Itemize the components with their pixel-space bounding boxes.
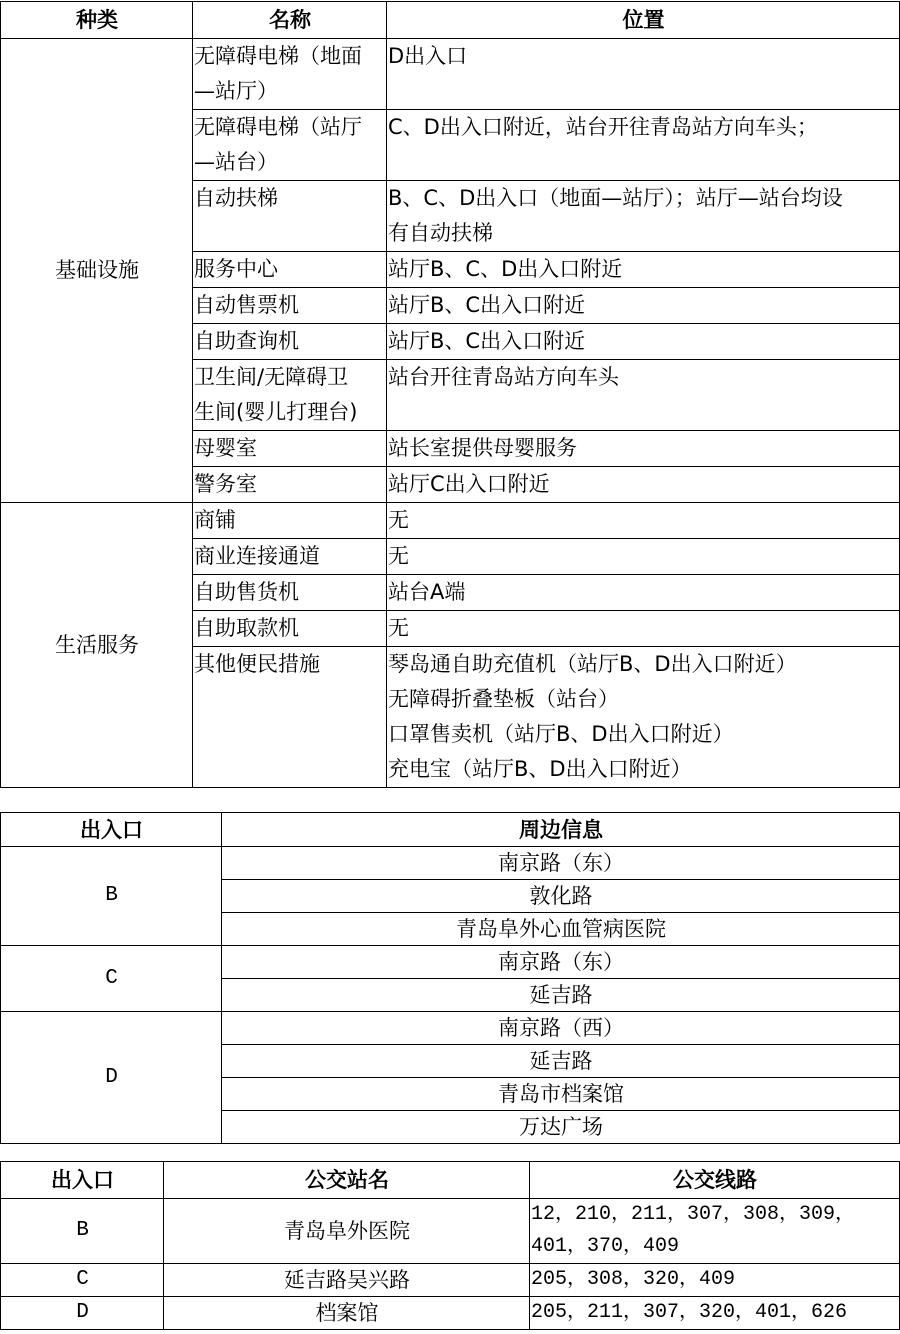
header-bus-lines: 公交线路: [530, 1162, 900, 1199]
facility-location: [387, 539, 900, 575]
cell-line: 充电宝（站厅B、D出入口附近）: [388, 757, 692, 781]
cell-line: 12，210，211，307，308，309，: [531, 1203, 856, 1226]
cell-line: C、D出入口附近，站台开往青岛站方向车头；: [388, 115, 818, 139]
bus-lines: [530, 1297, 900, 1330]
bus-table: [0, 1161, 900, 1330]
facility-location: [387, 252, 900, 288]
bus-stop-name: 档案馆: [164, 1297, 530, 1330]
cell-line: B、C、D出入口（地面—站厅）；站厅—站台均设: [388, 186, 843, 210]
facilities-header-row: [1, 2, 900, 39]
facility-location: [387, 360, 900, 431]
surrounding-place: 延吉路: [222, 1045, 900, 1078]
surrounding-place: 青岛阜外心血管病医院: [222, 913, 900, 946]
facility-location: [387, 647, 900, 788]
surroundings-table: [0, 812, 900, 1144]
category-basic-facilities: 基础设施: [1, 39, 193, 503]
facility-name: [193, 288, 387, 324]
cell-line: 站厅C出入口附近: [388, 472, 550, 496]
category-life-services: 生活服务: [1, 503, 193, 788]
facility-name: [193, 431, 387, 467]
bus-stop-name: 青岛阜外医院: [164, 1199, 530, 1264]
table-row: [1, 1297, 900, 1330]
surrounding-place: 延吉路: [222, 979, 900, 1012]
cell-line: 卫生间/无障碍卫: [194, 365, 349, 389]
surrounding-place: 万达广场: [222, 1111, 900, 1144]
header-surroundings: 周边信息: [222, 813, 900, 847]
cell-line: 站厅B、C、D出入口附近: [388, 257, 623, 281]
exit-label: B: [1, 847, 222, 946]
bus-lines: [530, 1199, 900, 1264]
facility-location: [387, 503, 900, 539]
cell-line: 口罩售卖机（站厅B、D出入口附近）: [388, 722, 734, 746]
cell-line: 自动扶梯: [194, 186, 278, 210]
cell-line: 自动售票机: [194, 293, 299, 317]
surrounding-place: 南京路（东）: [222, 847, 900, 880]
facility-location: [387, 39, 900, 110]
facility-location: [387, 575, 900, 611]
table-row: [1, 503, 900, 539]
cell-line: 自助售货机: [194, 580, 299, 604]
bus-lines: [530, 1264, 900, 1297]
header-exit: 出入口: [1, 813, 222, 847]
cell-line: —站厅）: [194, 79, 278, 103]
facilities-table: [0, 1, 900, 788]
surrounding-place: 青岛市档案馆: [222, 1078, 900, 1111]
header-exit: 出入口: [1, 1162, 164, 1199]
facility-location: [387, 324, 900, 360]
cell-line: 警务室: [194, 472, 257, 496]
cell-line: 无障碍电梯（站厅: [194, 115, 362, 139]
cell-line: 无障碍折叠垫板（站台）: [388, 687, 619, 711]
cell-line: 站台A端: [388, 580, 466, 604]
exit-label: C: [1, 946, 222, 1012]
facility-name: [193, 39, 387, 110]
facility-name: [193, 181, 387, 252]
cell-line: 商铺: [194, 508, 236, 532]
table-row: [1, 39, 900, 110]
cell-line: 自助取款机: [194, 616, 299, 640]
exit-label: D: [1, 1012, 222, 1144]
cell-line: 其他便民措施: [194, 652, 320, 676]
cell-line: 商业连接通道: [194, 544, 320, 568]
surrounding-place: 南京路（东）: [222, 946, 900, 979]
facility-location: [387, 467, 900, 503]
facility-name: [193, 360, 387, 431]
facility-name: [193, 467, 387, 503]
bus-stop-name: 延吉路吴兴路: [164, 1264, 530, 1297]
cell-line: 无障碍电梯（地面: [194, 44, 362, 68]
facility-name: [193, 252, 387, 288]
cell-line: 401，370，409: [531, 1235, 680, 1258]
header-name: 名称: [193, 2, 387, 39]
facility-location: [387, 611, 900, 647]
facility-location: [387, 181, 900, 252]
cell-line: D出入口: [388, 44, 468, 68]
table-row: [1, 847, 900, 880]
surrounding-place: 南京路（西）: [222, 1012, 900, 1045]
cell-line: 站厅B、C出入口附近: [388, 329, 586, 353]
facility-location: [387, 431, 900, 467]
cell-line: 琴岛通自助充值机（站厅B、D出入口附近）: [388, 652, 797, 676]
cell-line: 服务中心: [194, 257, 278, 281]
cell-line: 无: [388, 508, 409, 532]
facility-name: [193, 611, 387, 647]
header-bus-stop: 公交站名: [164, 1162, 530, 1199]
cell-line: 站台开往青岛站方向车头: [388, 365, 619, 389]
facility-name: [193, 539, 387, 575]
table-row: [1, 946, 900, 979]
header-category: 种类: [1, 2, 193, 39]
facility-location: [387, 110, 900, 181]
cell-line: 自助查询机: [194, 329, 299, 353]
facility-name: [193, 324, 387, 360]
cell-line: 无: [388, 616, 409, 640]
cell-line: —站台）: [194, 150, 278, 174]
cell-line: 有自动扶梯: [388, 221, 493, 245]
table-row: [1, 1264, 900, 1297]
exit-label: B: [1, 1199, 164, 1264]
cell-line: 母婴室: [194, 436, 257, 460]
cell-line: 站厅B、C出入口附近: [388, 293, 586, 317]
surroundings-header-row: [1, 813, 900, 847]
surrounding-place: 敦化路: [222, 880, 900, 913]
cell-line: 无: [388, 544, 409, 568]
exit-label: D: [1, 1297, 164, 1330]
bus-header-row: [1, 1162, 900, 1199]
exit-label: C: [1, 1264, 164, 1297]
facility-location: [387, 288, 900, 324]
facility-name: [193, 503, 387, 539]
cell-line: 生间(婴儿打理台): [194, 400, 358, 424]
cell-line: 站长室提供母婴服务: [388, 436, 577, 460]
header-location: 位置: [387, 2, 900, 39]
facility-name: [193, 647, 387, 788]
table-row: [1, 1012, 900, 1045]
cell-line: 205，211，307，320，401，626: [531, 1301, 848, 1324]
facility-name: [193, 110, 387, 181]
cell-line: 205，308，320，409: [531, 1268, 736, 1291]
table-row: [1, 1199, 900, 1264]
facility-name: [193, 575, 387, 611]
